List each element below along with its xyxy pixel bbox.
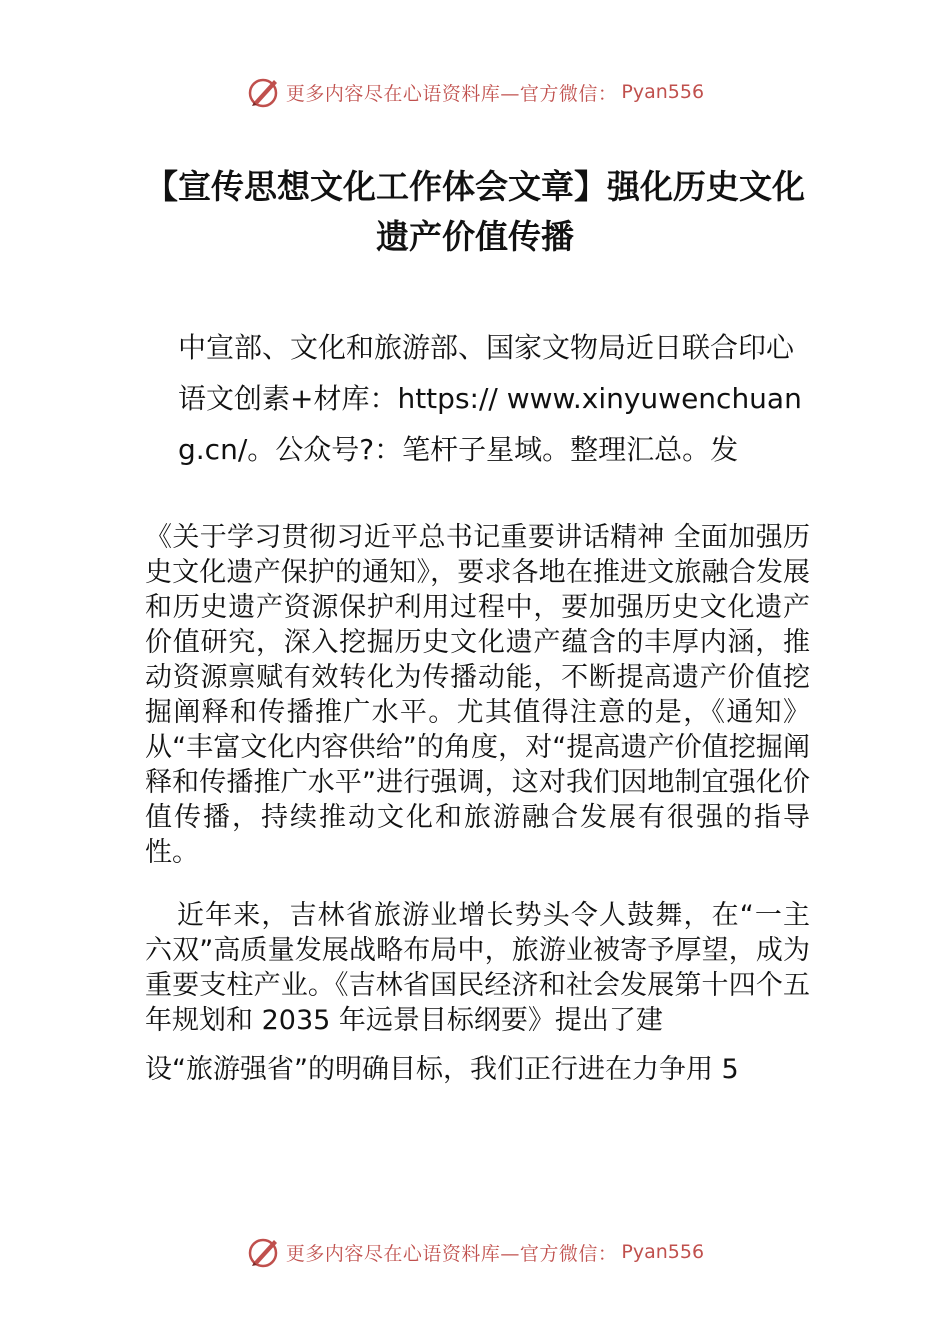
- footer-watermark: [0, 1232, 950, 1272]
- pen-logo-icon: [246, 1234, 282, 1270]
- watermark-wechat-id: Pyan556: [621, 81, 705, 103]
- body-paragraph-2-text: 近年来，吉林省旅游业增长势头令人鼓舞，在“一主六双”高质量发展战略布局中，旅游业被寄予厚望，成为重要支柱产业。《吉林省国民经济和社会发展第十四个五年规划和 2035 年远景目标纲要》提出了建: [145, 900, 810, 1036]
- watermark-text: 更多内容尽在心语资料库—官方微信：: [285, 82, 618, 105]
- watermark-text: 更多内容尽在心语资料库—官方微信：: [285, 1242, 618, 1265]
- intro-paragraph: 中宣部、文化和旅游部、国家文物局近日联合印心语文创素+材库：https:// www.xinyuwenchuang.cn/。公众号?：笔杆子星域。整理汇总。发: [178, 331, 802, 466]
- body-paragraph-1: 《关于学习贯彻习近平总书记重要讲话精神 全面加强历史文化遗产保护的通知》，要求各地在推进文旅融合发展和历史遗产资源保护利用过程中，要加强历史文化遗产价值研究，深入挖掘历史文化遗产蕴含的丰厚内涵，推动资源禀赋有效转化为传播动能，不断提高遗产价值挖掘阐释和传播推广水平。尤其值得注意的是，《通知》从“丰富文化内容供给”的角度，对“提高遗产价值挖掘阐释和传播推广水平”进行强调，这对我们因地制宜强化价值传播，持续推动文化和旅游融合发展有很强的指导性。: [145, 522, 810, 868]
- pen-logo-icon: [246, 74, 282, 110]
- header-watermark: [0, 72, 950, 112]
- watermark-wechat-id: Pyan556: [621, 1241, 705, 1263]
- document-title: 【宣传思想文化工作体会文章】强化历史文化遗产价值传播: [145, 167, 805, 256]
- body-paragraph-2-last-line: 设“旅游强省”的明确目标，我们正行进在力争用 5: [145, 1054, 739, 1085]
- body-paragraph-2: [145, 898, 810, 1087]
